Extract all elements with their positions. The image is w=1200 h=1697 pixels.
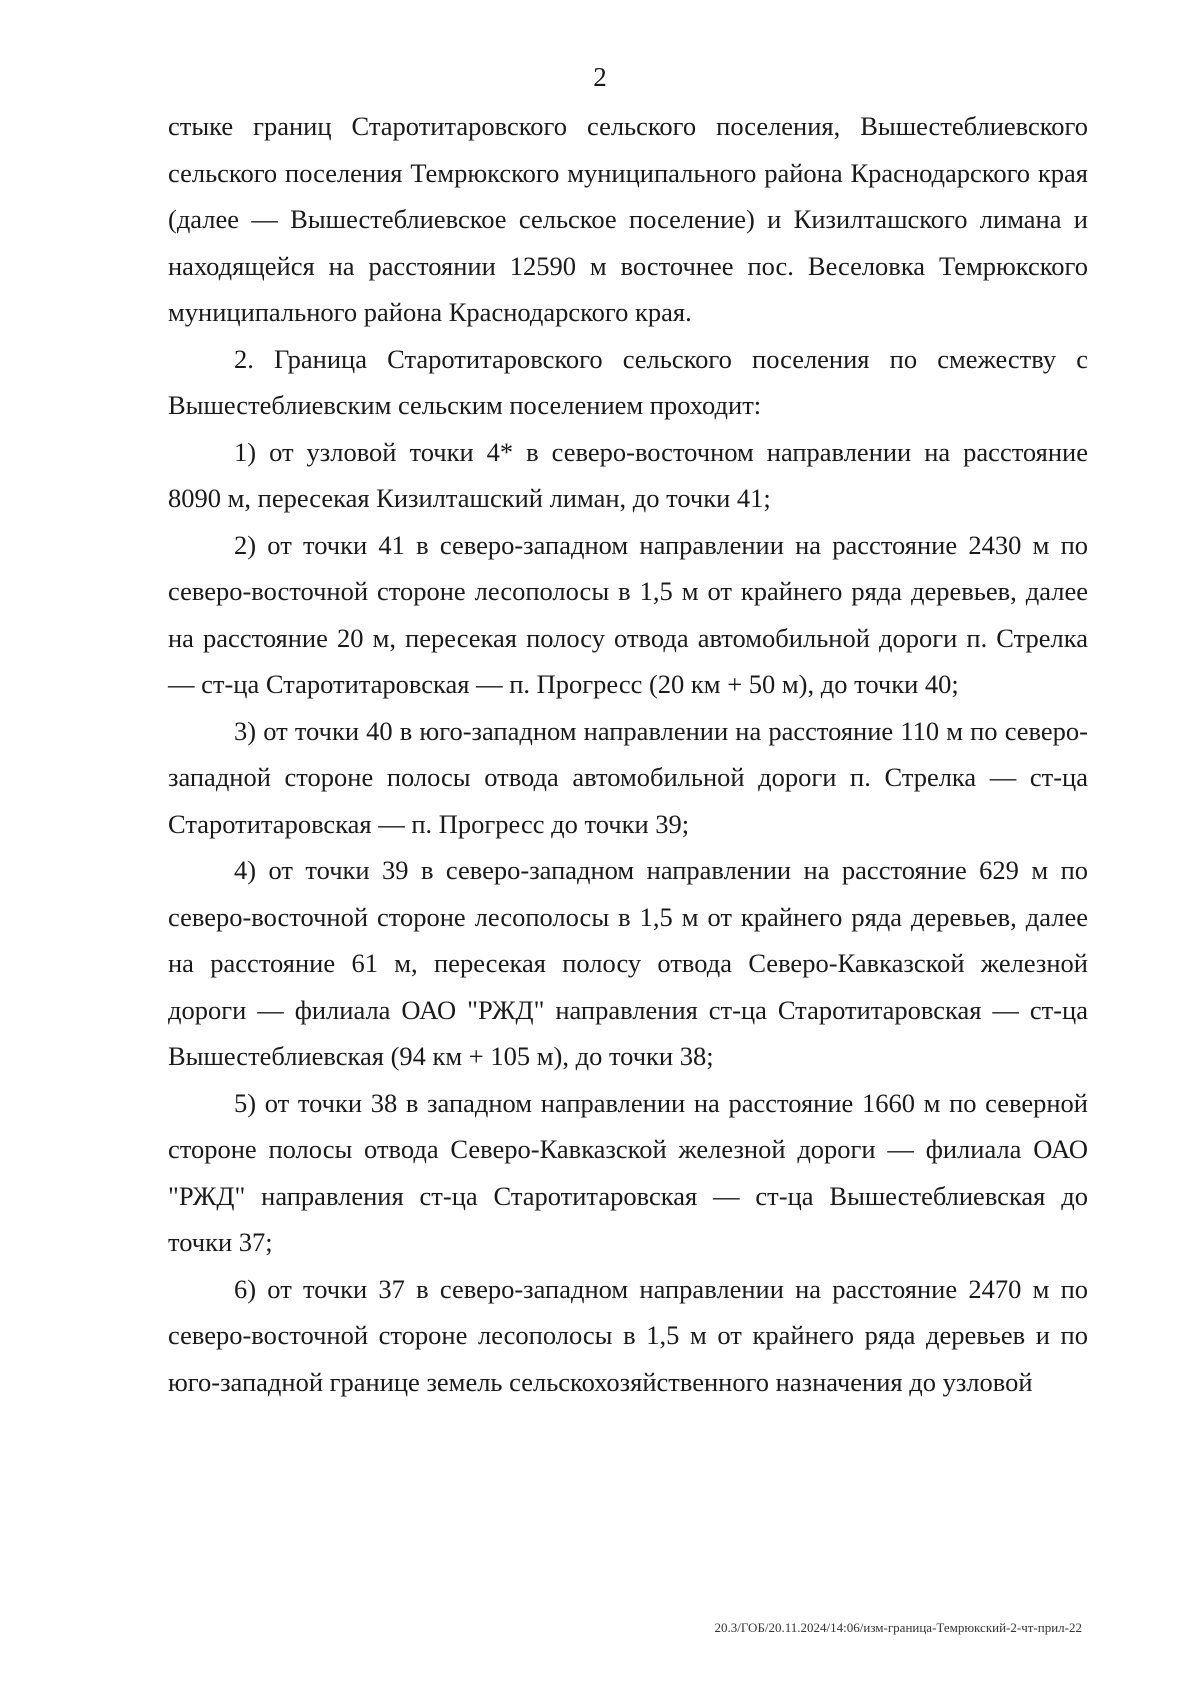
paragraph-item-6: 6) от точки 37 в северо-западном направлении на расстояние 2470 м по северо-восточной стороне лесополосы в 1,5 м от крайнего ряда деревьев и по юго-западной границе земель сельскохозяйственного назначения до узловой bbox=[168, 1273, 1088, 1397]
paragraph-item-3: 3) от точки 40 в юго-западном направлении на расстояние 110 м по северо-западной стороне полосы отвода автомобильной дороги п. Стрелка — ст-ца Старотитаровская — п. Прогресс до точки 39; bbox=[168, 715, 1088, 839]
paragraph-item-4: 4) от точки 39 в северо-западном направлении на расстояние 629 м по северо-восточной стороне лесополосы в 1,5 м от крайнего ряда деревьев, далее на расстояние 61 м, пересекая полосу отвода Северо-Кавказской железной дороги — филиала ОАО "РЖД" направления ст-ца Старотитаровская — ст-ца Вышестеблиевская (94 км + 105 м), до точки 38; bbox=[168, 855, 1088, 1071]
paragraph-item-1: 1) от узловой точки 4* в северо-восточном направлении на расстояние 8090 м, пересекая Кизилташский лиман, до точки 41; bbox=[168, 436, 1088, 513]
paragraph-continuation: стыке границ Старотитаровского сельского поселения, Вышестеблиевского сельского поселения Темрюкского муниципального района Краснодарского края (далее — Вышестеблиевское сельское поселение) и Кизилташского лимана и находящейся на расстоянии 12590 м восточнее пос. Веселовка Темрюкского муниципального района Краснодарского края. bbox=[168, 111, 1088, 327]
page-number: 2 bbox=[593, 62, 607, 92]
paragraph-section-2: 2. Граница Старотитаровского сельского поселения по смежеству с Вышестеблиевским сельским поселением проходит: bbox=[168, 343, 1088, 420]
paragraph-item-2: 2) от точки 41 в северо-западном направлении на расстояние 2430 м по северо-восточной стороне лесополосы в 1,5 м от крайнего ряда деревьев, далее на расстояние 20 м, пересекая полосу отвода автомобильной дороги п. Стрелка — ст-ца Старотитаровская — п. Прогресс (20 км + 50 м), до точки 40; bbox=[168, 529, 1088, 699]
document-body bbox=[168, 103, 1088, 1405]
footer-document-code: 20.3/ГОБ/20.11.2024/14:06/изм-граница-Темрюкский-2-чт-прил-22 bbox=[714, 1620, 1082, 1635]
paragraph-item-5: 5) от точки 38 в западном направлении на расстояние 1660 м по северной стороне полосы отвода Северо-Кавказской железной дороги — филиала ОАО "РЖД" направления ст-ца Старотитаровская — ст-ца Вышестеблиевская до точки 37; bbox=[168, 1087, 1088, 1257]
